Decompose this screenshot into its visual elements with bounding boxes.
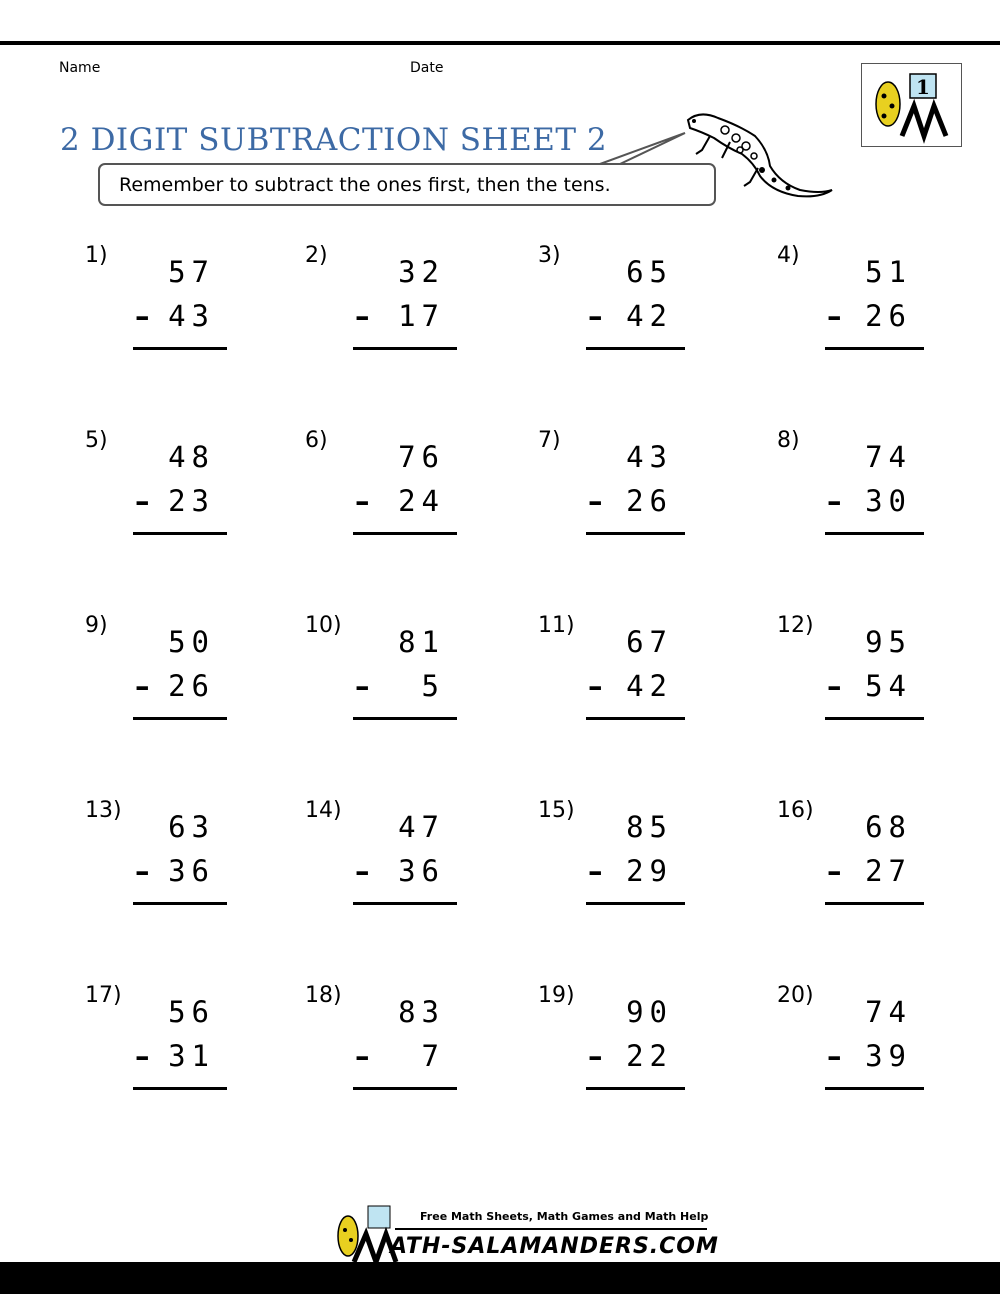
problem-number: 19) [538, 983, 575, 1008]
answer-line [586, 902, 685, 905]
minus-sign: – [827, 299, 842, 333]
problem-number: 10) [305, 613, 342, 638]
problem-number: 8) [777, 428, 800, 453]
subtrahend: 26 [865, 299, 912, 333]
problem-number: 1) [85, 243, 108, 268]
problem-number: 6) [305, 428, 328, 453]
subtrahend: 43 [168, 299, 215, 333]
problem-number: 14) [305, 798, 342, 823]
minus-sign: – [135, 669, 150, 703]
footer-site-link[interactable]: ATH-SALAMANDERS.COM [390, 1234, 719, 1259]
answer-line [586, 347, 685, 350]
problem-number: 4) [777, 243, 800, 268]
minus-sign: – [588, 669, 603, 703]
answer-line [586, 717, 685, 720]
site-logo [861, 63, 962, 147]
problem-13 [85, 798, 227, 908]
problem-5 [85, 428, 227, 538]
problem-14 [305, 798, 457, 908]
tip-callout: Remember to subtract the ones first, then the tens. [98, 163, 716, 206]
answer-line [825, 717, 924, 720]
subtrahend: 39 [865, 1039, 912, 1073]
minuend: 48 [168, 440, 215, 474]
problem-17 [85, 983, 227, 1093]
minuend: 63 [168, 810, 215, 844]
problem-4 [777, 243, 924, 353]
answer-line [353, 347, 457, 350]
problem-9 [85, 613, 227, 723]
problem-12 [777, 613, 924, 723]
problem-number: 16) [777, 798, 814, 823]
problem-16 [777, 798, 924, 908]
minuend: 90 [626, 995, 673, 1029]
problem-number: 3) [538, 243, 561, 268]
date-label: Date [410, 60, 444, 76]
problem-number: 20) [777, 983, 814, 1008]
answer-line [353, 717, 457, 720]
answer-line [133, 532, 227, 535]
answer-line [353, 532, 457, 535]
minus-sign: – [588, 484, 603, 518]
minuend: 57 [168, 255, 215, 289]
minuend: 76 [398, 440, 445, 474]
subtrahend: 23 [168, 484, 215, 518]
sheet-title: 2 DIGIT SUBTRACTION SHEET 2 [60, 122, 608, 158]
answer-line [133, 717, 227, 720]
minuend: 56 [168, 995, 215, 1029]
logo-digit: 1 [916, 75, 930, 99]
minus-sign: – [827, 1039, 842, 1073]
minuend: 32 [398, 255, 445, 289]
subtrahend: 24 [398, 484, 445, 518]
subtrahend: 54 [865, 669, 912, 703]
minuend: 85 [626, 810, 673, 844]
problem-20 [777, 983, 924, 1093]
problem-19 [538, 983, 685, 1093]
answer-line [133, 902, 227, 905]
salamander-icon [680, 108, 840, 203]
answer-line [825, 1087, 924, 1090]
minuend: 43 [626, 440, 673, 474]
minus-sign: – [588, 1039, 603, 1073]
subtrahend: 29 [626, 854, 673, 888]
answer-line [133, 347, 227, 350]
problem-number: 9) [85, 613, 108, 638]
minuend: 51 [865, 255, 912, 289]
problem-number: 12) [777, 613, 814, 638]
problem-number: 7) [538, 428, 561, 453]
minus-sign: – [355, 299, 370, 333]
subtrahend: 42 [626, 299, 673, 333]
problem-10 [305, 613, 457, 723]
answer-line [586, 1087, 685, 1090]
subtrahend: 31 [168, 1039, 215, 1073]
answer-line [353, 1087, 457, 1090]
problem-1 [85, 243, 227, 353]
problem-number: 13) [85, 798, 122, 823]
minus-sign: – [135, 299, 150, 333]
minuend: 74 [865, 440, 912, 474]
minuend: 95 [865, 625, 912, 659]
problem-3 [538, 243, 685, 353]
minus-sign: – [827, 669, 842, 703]
subtrahend: 5 [398, 669, 445, 703]
problem-number: 2) [305, 243, 328, 268]
minus-sign: – [355, 854, 370, 888]
minus-sign: – [135, 1039, 150, 1073]
minus-sign: – [135, 854, 150, 888]
minuend: 83 [398, 995, 445, 1029]
subtrahend: 36 [398, 854, 445, 888]
minuend: 47 [398, 810, 445, 844]
problem-number: 15) [538, 798, 575, 823]
problem-6 [305, 428, 457, 538]
answer-line [825, 532, 924, 535]
minus-sign: – [135, 484, 150, 518]
subtrahend: 30 [865, 484, 912, 518]
problem-number: 17) [85, 983, 122, 1008]
answer-line [586, 532, 685, 535]
subtrahend: 27 [865, 854, 912, 888]
answer-line [353, 902, 457, 905]
subtrahend: 36 [168, 854, 215, 888]
footer-tagline: Free Math Sheets, Math Games and Math Help [420, 1210, 709, 1223]
problem-number: 18) [305, 983, 342, 1008]
minus-sign: – [355, 669, 370, 703]
subtrahend: 22 [626, 1039, 673, 1073]
problem-number: 5) [85, 428, 108, 453]
footer-rule [395, 1228, 707, 1230]
minuend: 68 [865, 810, 912, 844]
problem-7 [538, 428, 685, 538]
subtrahend: 26 [626, 484, 673, 518]
minuend: 67 [626, 625, 673, 659]
minuend: 65 [626, 255, 673, 289]
minuend: 81 [398, 625, 445, 659]
problem-18 [305, 983, 457, 1093]
problem-2 [305, 243, 457, 353]
minuend: 50 [168, 625, 215, 659]
minus-sign: – [827, 854, 842, 888]
name-label: Name [59, 60, 101, 76]
bottom-bar [0, 1262, 1000, 1294]
subtrahend: 17 [398, 299, 445, 333]
subtrahend: 42 [626, 669, 673, 703]
minus-sign: – [588, 854, 603, 888]
problem-number: 11) [538, 613, 575, 638]
problem-8 [777, 428, 924, 538]
minus-sign: – [355, 1039, 370, 1073]
answer-line [133, 1087, 227, 1090]
minuend: 74 [865, 995, 912, 1029]
subtrahend: 7 [398, 1039, 445, 1073]
answer-line [825, 347, 924, 350]
minus-sign: – [588, 299, 603, 333]
answer-line [825, 902, 924, 905]
minus-sign: – [827, 484, 842, 518]
problem-15 [538, 798, 685, 908]
problem-11 [538, 613, 685, 723]
subtrahend: 26 [168, 669, 215, 703]
minus-sign: – [355, 484, 370, 518]
